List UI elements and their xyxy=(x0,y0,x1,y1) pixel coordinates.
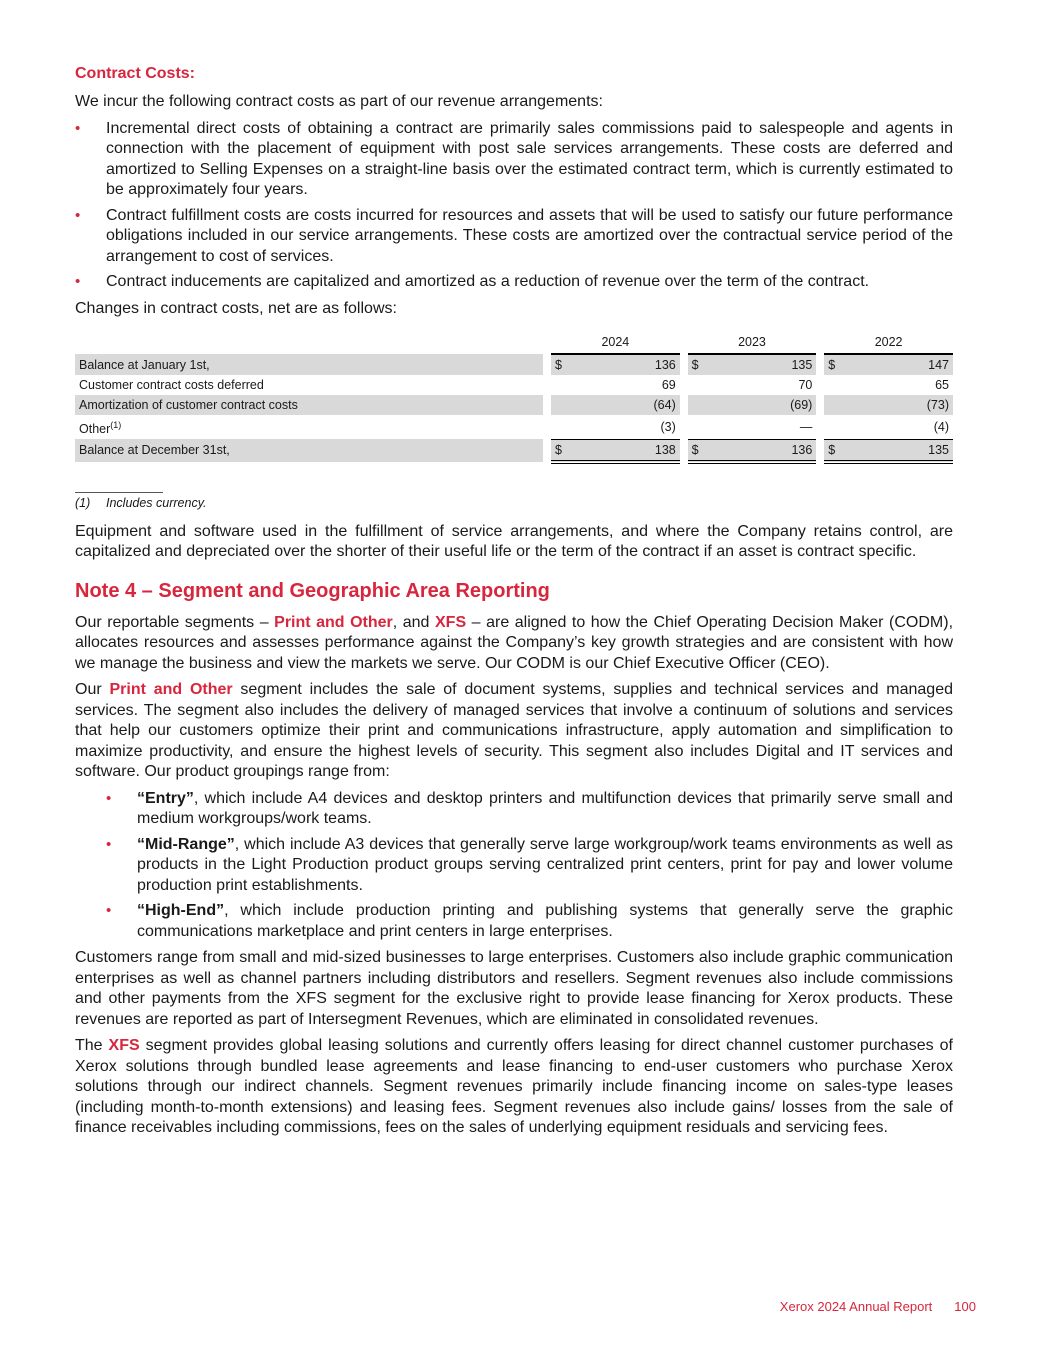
table-row-total: Balance at December 31st, $ 138 $ 136 $ 135 xyxy=(75,439,953,462)
table-row: Other$^{(1)}$ (3) — (4) xyxy=(75,415,953,439)
table-row: Customer contract costs deferred 69 70 65 xyxy=(75,375,953,395)
changes-intro: Changes in contract costs, net are as follows: xyxy=(75,299,397,317)
table-row: Amortization of customer contract costs (64) (69) (73) xyxy=(75,395,953,415)
print-and-other-paragraph: Our Print and Other segment includes the sale of document systems, supplies and technical services and managed services. The segment also includes the delivery of managed services that involve a continuum of solutions and services that help our customers optimize their print and communications infrastructure, apply automation and simplification to maximize productivity, and ensure the highest levels of security. This segment also includes Digital and IT services and software. Our product groupings range from: xyxy=(75,681,953,781)
page-footer xyxy=(780,1299,976,1314)
bullet-icon: • xyxy=(106,835,112,853)
footnote-ref: (1) xyxy=(110,420,122,430)
xfs-paragraph: The XFS segment provides global leasing solutions and currently offers leasing for direct channel customer purchases of Xerox solutions through bundled lease agreements and lease financing to end-user customers who purchase Xerox solutions through our indirect channels. Segment revenues primarily include financing income on sales-type leases (including month-to-month extensions) and leasing fees. Segment revenues also include gains/ losses from the sale of finance receivables including commissions, fees on the sales of underlying equipment residuals and servicing fees. xyxy=(75,1037,953,1137)
page-number: 100 xyxy=(954,1299,976,1314)
list-item: • Incremental direct costs of obtaining a contract are primarily sales commissions paid to salespeople and agents in connection with the placement of equipment with post sale services arrangements. These costs are deferred and amortized to Selling Expenses on a straight-line basis over the estimated contract term, which is currently estimated to be approximately four years. xyxy=(75,119,953,198)
column-header-2022: 2022 xyxy=(824,333,953,354)
list-item: • “High-End”, which include production printing and publishing systems that generally serve the graphic communications marketplace and print centers in large enterprises. xyxy=(106,902,953,940)
bullet-icon: • xyxy=(75,206,81,224)
list-item: • Contract fulfillment costs are costs incurred for resources and assets that will be used to satisfy our future performance obligations included in our service arrangements. These costs are amortized over the contractual service period of the arrangement to cost of services. xyxy=(75,206,953,265)
contract-costs-heading: Contract Costs: xyxy=(75,65,196,82)
list-item: • “Entry”, which include A4 devices and desktop printers and multifunction devices that primarily serve small and medium workgroups/work teams. xyxy=(106,789,953,828)
footnote: (1) Includes currency. xyxy=(75,495,207,510)
customers-paragraph: Customers range from small and mid-sized businesses to large enterprises. Customers also include graphic communication enterprises as well as channel partners including distributors and resellers. Segment revenues also include commissions and other payments from the XFS segment for the exclusive right to provide lease financing for Xerox products. These revenues are reported as part of Intersegment Revenues, which are eliminated in consolidated revenues. xyxy=(75,949,953,1028)
bullet-icon: • xyxy=(106,789,112,807)
bullet-icon: • xyxy=(75,119,81,137)
bullet-icon: • xyxy=(75,273,81,290)
footnote-divider xyxy=(75,492,163,493)
product-groupings-list xyxy=(75,789,953,943)
segment-keyword-xfs: XFS xyxy=(108,1037,140,1055)
contract-costs-intro: We incur the following contract costs as part of our revenue arrangements: xyxy=(75,93,603,110)
note4-heading: Note 4 – Segment and Geographic Area Reporting xyxy=(75,579,550,602)
list-item: • “Mid-Range”, which include A3 devices that generally serve large workgroup/work teams environments as well as products in the Light Production product groups serving centralized print centers, print for pay and lower volume production print establishments. xyxy=(106,835,953,894)
document-page xyxy=(75,64,953,1145)
column-header-2024: 2024 xyxy=(551,333,680,354)
table-header-row xyxy=(75,333,953,354)
segment-keyword-xfs: XFS xyxy=(435,613,467,631)
contract-costs-bullet-list xyxy=(75,119,953,293)
contract-costs-table xyxy=(75,333,953,464)
report-title: Xerox 2024 Annual Report xyxy=(779,1299,933,1314)
list-item: • Contract inducements are capitalized and amortized as a reduction of revenue over the term of the contract. xyxy=(75,272,953,293)
segment-keyword-print-and-other: Print and Other xyxy=(274,613,393,631)
table-row: Balance at January 1st, $ 136 $ 135 $ 147 xyxy=(75,354,953,375)
equipment-paragraph: Equipment and software used in the fulfillment of service arrangements, and where the Company retains control, are capitalized and depreciated over the shorter of their useful life or the term of the contract if an asset is contract specific. xyxy=(75,522,953,561)
segments-paragraph: Our reportable segments – Print and Other, and XFS – are aligned to how the Chief Operating Decision Maker (CODM), allocates resources and assesses performance against the Company’s key growth strategies and are consistent with how we manage the business and view the markets we serve. Our CODM is our Chief Executive Officer (CEO). xyxy=(75,613,954,672)
bullet-icon: • xyxy=(106,902,112,920)
column-header-2023: 2023 xyxy=(688,333,817,354)
segment-keyword-print-and-other: Print and Other xyxy=(109,681,233,699)
